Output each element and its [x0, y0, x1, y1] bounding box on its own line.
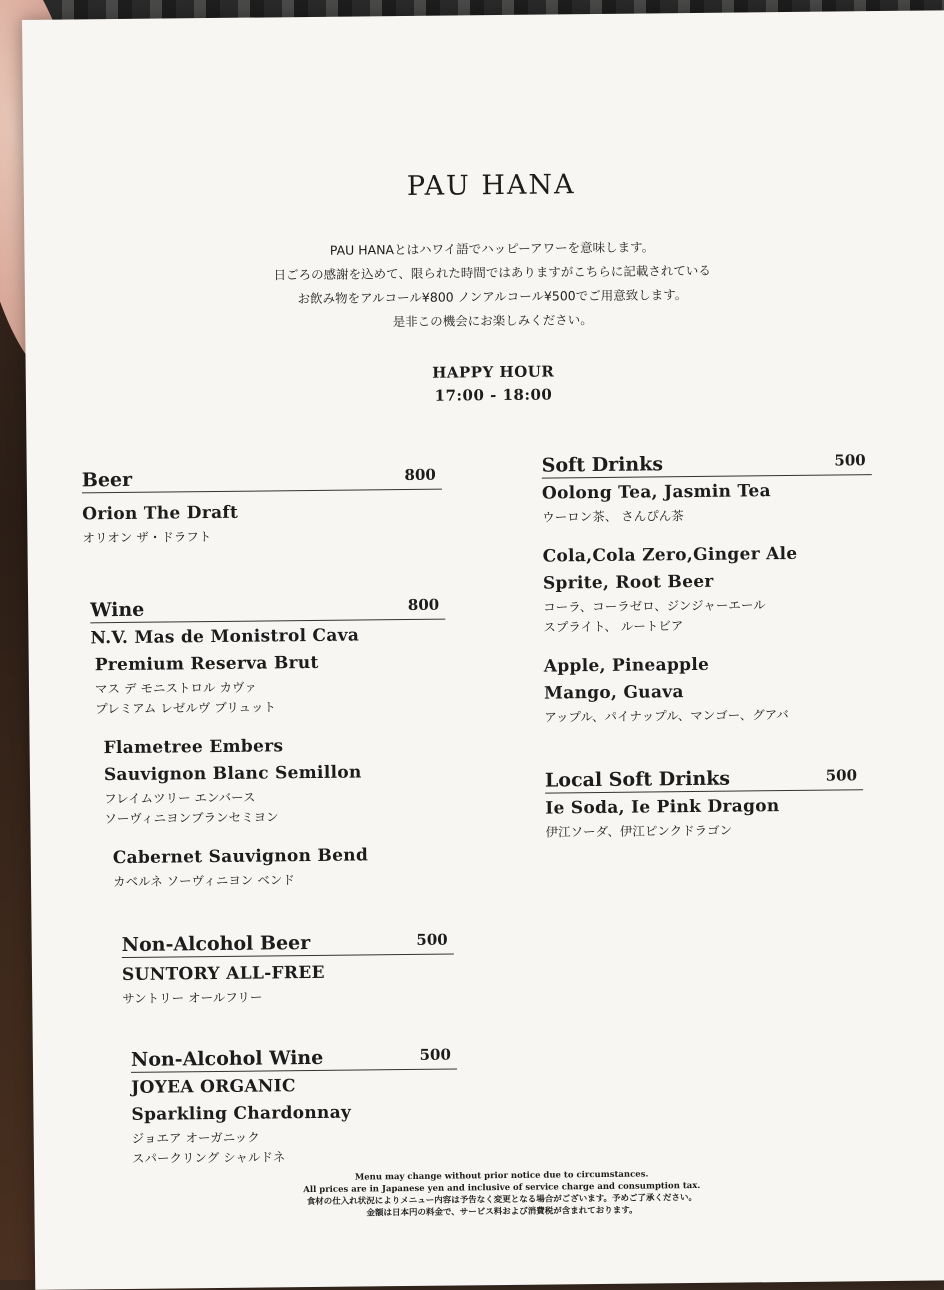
item-name: JOYEA ORGANIC	[131, 1076, 296, 1098]
section-header	[131, 1046, 457, 1073]
item-name-jp: フレイムツリー エンバース	[104, 789, 256, 807]
footer-line: 食材の仕入れ状況によりメニュー内容は予告なく変更となる場合がございます。予めご了承ください。	[306, 1192, 698, 1208]
item-name: Premium Reserva Brut	[94, 652, 319, 676]
happy-hour-time: 17:00 - 18:00	[434, 385, 553, 405]
menu-item	[545, 792, 863, 842]
menu-item	[131, 1072, 458, 1169]
item-name: Flametree Embers	[103, 736, 284, 759]
menu-item	[82, 498, 442, 549]
section-price: 800	[404, 465, 436, 485]
happy-hour-label: HAPPY HOUR	[432, 362, 555, 382]
intro-line: 日ごろの感謝を込めて、限られた時間ではありますがこちらに記載されている	[273, 262, 711, 283]
item-name-jp: オリオン ザ・ドラフト	[82, 529, 212, 546]
item-name: Ie Soda, Ie Pink Dragon	[545, 796, 780, 819]
section-price: 500	[834, 451, 866, 470]
section-soft-drinks	[542, 451, 875, 727]
section-header	[542, 451, 872, 478]
item-name: Cabernet Sauvignon Bend	[112, 845, 369, 869]
section-local-soft-drinks	[545, 766, 864, 842]
section-name: Beer	[81, 468, 133, 492]
item-name-jp: コーラ、コーラゼロ、ジンジャーエール	[543, 597, 766, 615]
section-header	[82, 466, 442, 494]
item-name: Cola,Cola Zero,Ginger Ale	[542, 543, 798, 567]
item-name-jp: アップル、パイナップル、マンゴー、グアバ	[544, 707, 789, 725]
item-name-jp: ジョエア オーガニック	[131, 1129, 260, 1146]
section-price: 800	[407, 595, 440, 614]
section-name: Local Soft Drinks	[544, 767, 731, 792]
section-price: 500	[416, 930, 448, 949]
menu-card	[22, 10, 944, 1290]
footer-line: 金額は日本円の料金で、サービス料および消費税が含まれております。	[366, 1205, 638, 1219]
item-name-jp: スパークリング シャルドネ	[131, 1149, 286, 1166]
menu-item	[544, 650, 875, 727]
item-name: Orion The Draft	[82, 502, 239, 525]
section-wine	[90, 596, 448, 893]
item-name: N.V. Mas de Monistrol Cava	[90, 625, 360, 649]
item-name-jp: ソーヴィニヨンブランセミヨン	[104, 809, 279, 827]
item-name-jp: カベルネ ソーヴィニヨン ベンド	[112, 872, 295, 890]
menu-item	[122, 959, 454, 1009]
item-name-jp: プレミアム レゼルヴ ブリュット	[95, 699, 276, 717]
item-name-jp: 伊江ソーダ、伊江ピンクドラゴン	[545, 822, 733, 840]
section-name: Non-Alcohol Wine	[130, 1046, 324, 1071]
section-non-alcohol-wine	[131, 1046, 458, 1169]
section-header	[545, 766, 863, 793]
menu-item	[103, 732, 447, 830]
intro-line: 是非この機会にお楽しみください。	[392, 312, 593, 330]
menu-item	[113, 842, 448, 893]
section-non-alcohol-beer	[122, 931, 455, 1009]
item-name-jp: ウーロン茶、 さんぴん茶	[542, 508, 684, 525]
section-price: 500	[419, 1045, 451, 1064]
section-name: Wine	[90, 598, 145, 622]
item-name: Sprite, Root Beer	[542, 571, 714, 594]
intro-text	[24, 232, 944, 338]
happy-hour	[26, 356, 944, 412]
section-beer	[82, 466, 443, 549]
item-name: Oolong Tea, Jasmin Tea	[541, 481, 772, 504]
item-name-jp: マス デ モニストロル カヴァ	[94, 679, 257, 697]
item-name: Apple, Pineapple	[543, 654, 710, 677]
section-header	[90, 596, 445, 624]
footer-line: Menu may change without prior notice due to circumstances.	[354, 1169, 649, 1183]
footer-notice	[34, 1165, 944, 1223]
menu-item	[543, 540, 874, 637]
section-header	[122, 931, 454, 958]
item-name: Mango, Guava	[543, 682, 684, 704]
section-name: Non-Alcohol Beer	[121, 932, 311, 957]
menu-item	[90, 622, 446, 720]
section-name: Soft Drinks	[541, 453, 664, 477]
menu-title: PAU HANA	[406, 169, 576, 202]
section-price: 500	[825, 766, 858, 785]
footer-line: All prices are in Japanese yen and inclusive of service charge and consumption tax.	[303, 1180, 701, 1196]
menu-item	[542, 477, 872, 527]
item-name: SUNTORY ALL-FREE	[121, 962, 325, 986]
item-name-jp: スプライト、 ルートビア	[543, 618, 684, 635]
item-name-jp: サントリー オールフリー	[122, 989, 263, 1007]
item-name: Sauvignon Blanc Semillon	[103, 762, 362, 786]
intro-line: お飲み物をアルコール¥800 ノンアルコール¥500でご用意致します。	[297, 287, 688, 307]
item-name: Sparkling Chardonnay	[131, 1102, 352, 1125]
intro-line: PAU HANAとはハワイ語でハッピーアワーを意味します。	[329, 239, 655, 258]
